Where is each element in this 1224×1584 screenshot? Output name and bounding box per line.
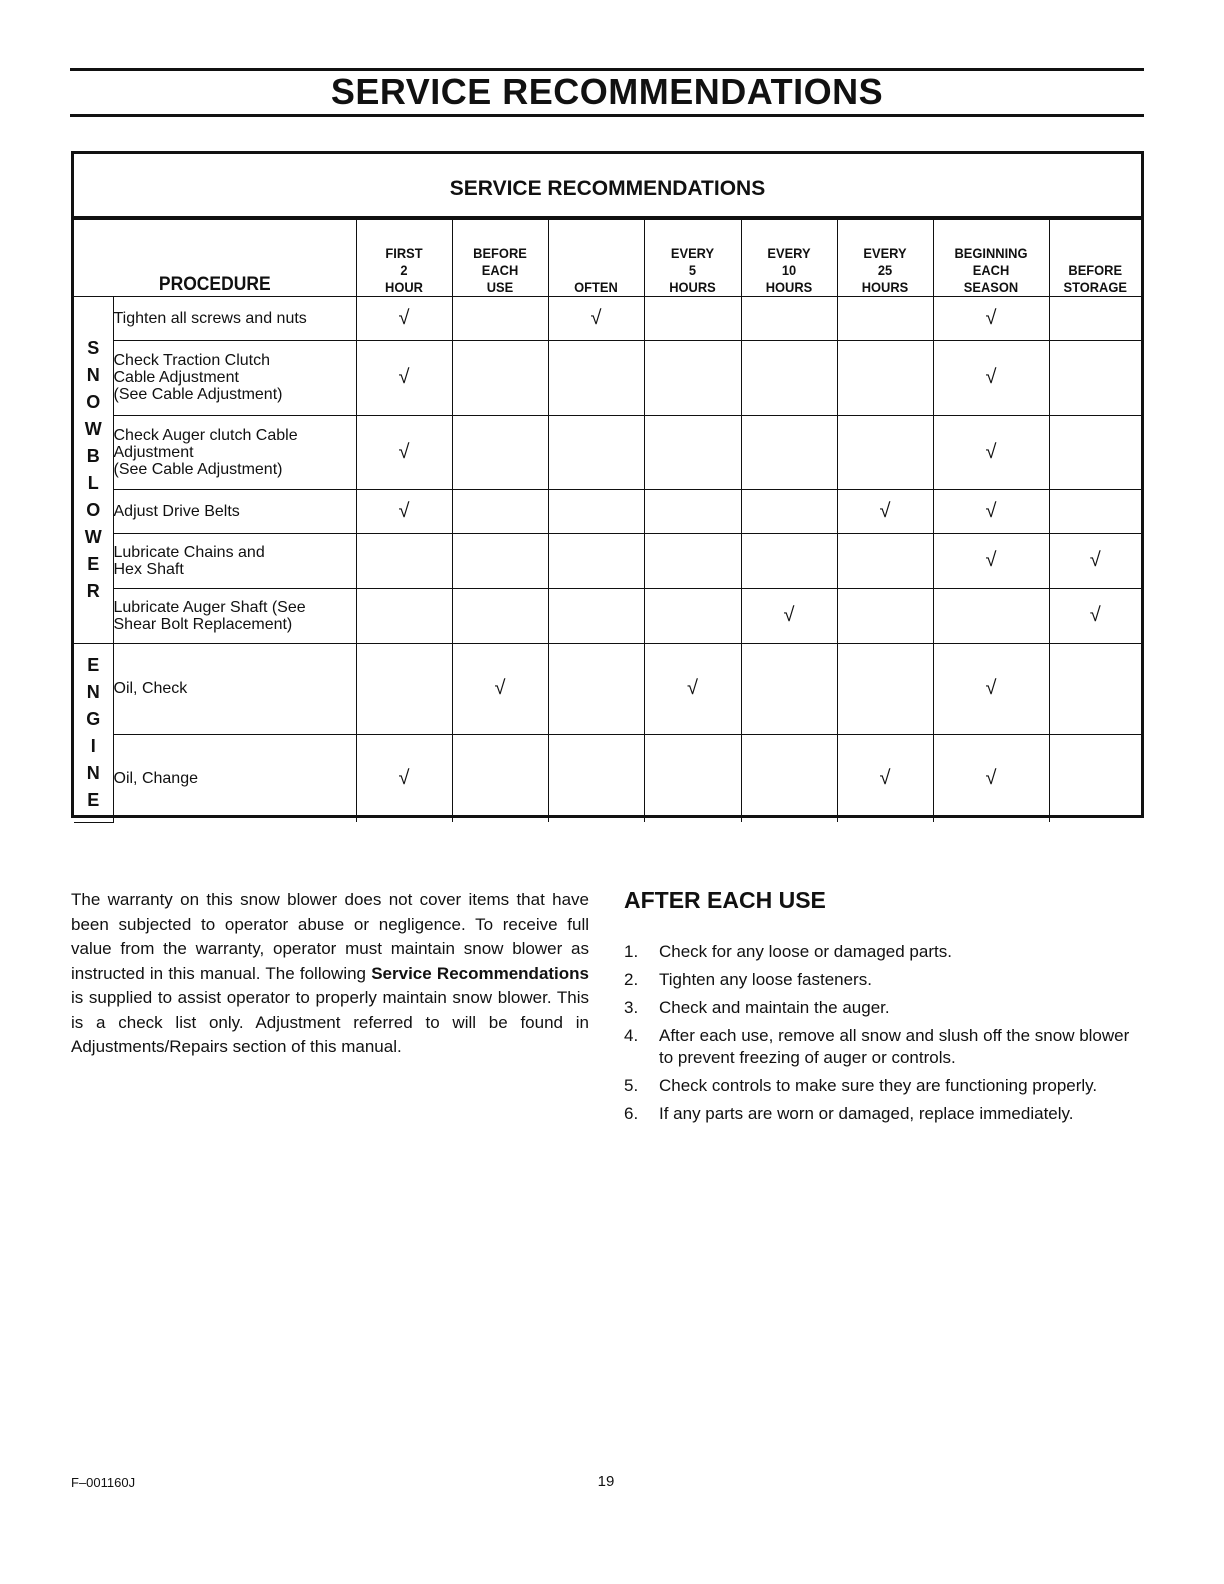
schedule-cell [933,588,1049,643]
procedure-line: Shear Bolt Replacement) [113,615,293,633]
warranty-bold: Service Recommendations [371,963,590,983]
schedule-cell [452,588,548,643]
procedure-cell [113,533,356,588]
schedule-cell [837,489,933,533]
column-header-line: SEASON [963,278,1019,295]
group-letter: I [90,735,96,756]
schedule-cell [933,340,1049,415]
schedule-cell [741,340,837,415]
check-mark-icon: √ [985,549,997,571]
group-letter: N [86,364,100,385]
schedule-cell [1049,533,1141,588]
schedule-cell [933,415,1049,489]
table-row [74,533,1141,588]
column-header-line: BEGINNING [954,244,1028,261]
list-number: 2. [624,970,639,989]
column-header [648,220,737,296]
schedule-cell [837,296,933,340]
column-header-line: FIRST [385,244,423,261]
column-header [841,220,929,296]
column-header-line: USE [486,278,514,295]
title-rule [70,114,1144,117]
column-header-line: 5 [688,261,697,278]
schedule-cell [837,734,933,822]
procedure-header: PROCEDURE [85,220,344,296]
procedure-cell [113,643,356,734]
check-mark-icon: √ [398,306,410,329]
warranty-text-b: is supplied to assist operator to properly maintain snow blower. This is a check list only. Adjustment referred to will be found in Adjustments/Repairs section of this manual. [71,988,589,1056]
check-mark-icon: √ [1089,604,1101,626]
check-mark-icon: √ [590,306,602,329]
schedule-cell [741,588,837,643]
procedure-cell [113,734,356,822]
schedule-cell [1049,734,1141,822]
group-letter: E [87,789,100,810]
schedule-cell [933,734,1049,822]
list-text: Tighten any loose fasteners. [659,970,872,989]
table-row [74,296,1141,340]
schedule-cell [644,533,741,588]
group-letter: L [87,472,99,493]
schedule-cell [548,340,644,415]
table-row [74,489,1141,533]
schedule-cell [644,296,741,340]
procedure-cell [113,296,356,340]
procedure-line: Adjust Drive Belts [113,502,240,520]
group-letter: R [86,580,100,601]
schedule-cell [1049,415,1141,489]
check-mark-icon: √ [985,440,997,463]
group-letter: O [86,391,101,412]
schedule-cell [452,415,548,489]
procedure-line: (See Cable Adjustment) [113,460,283,478]
table-row [74,415,1141,489]
list-text: Check and maintain the auger. [659,998,890,1017]
schedule-cell [548,296,644,340]
procedure-line: Oil, Check [113,680,188,697]
check-mark-icon: √ [494,677,506,699]
check-mark-icon: √ [398,440,410,463]
schedule-cell [837,533,933,588]
schedule-cell [356,533,452,588]
column-header-line: HOURS [669,278,716,295]
schedule-cell [548,734,644,822]
schedule-cell [548,588,644,643]
schedule-cell [837,415,933,489]
column-header [745,220,833,296]
group-label-snowblower [74,296,113,643]
schedule-cell [548,489,644,533]
column-header-line: BEFORE [473,244,527,261]
procedure-line: (See Cable Adjustment) [113,386,283,403]
column-header-line: EVERY [670,244,715,261]
schedule-cell [356,296,452,340]
check-mark-icon: √ [1089,549,1101,571]
schedule-cell [933,643,1049,734]
column-header [456,220,544,296]
column-header-line: 2 [400,261,408,278]
column-header-line: HOUR [385,278,423,295]
schedule-cell [644,588,741,643]
column-header-line [1053,245,1137,262]
schedule-cell [741,643,837,734]
schedule-cell [1049,489,1141,533]
list-item [624,997,1144,1019]
column-header-line [552,245,639,262]
procedure-line: Lubricate Auger Shaft (See [113,598,306,616]
schedule-cell [452,489,548,533]
procedure-line: Lubricate Chains and [113,543,265,561]
procedure-cell [113,489,356,533]
list-number: 1. [624,942,639,961]
list-text: If any parts are worn or damaged, replace immediately. [659,1104,1074,1123]
schedule-grid [74,220,1141,823]
group-letter: N [86,762,100,783]
schedule-cell [933,489,1049,533]
column-header-line: EACH [481,261,519,278]
table-row [74,643,1141,734]
procedure-line: Oil, Change [113,769,198,787]
schedule-cell [1049,588,1141,643]
schedule-cell [741,415,837,489]
schedule-cell [644,643,741,734]
schedule-cell [741,489,837,533]
schedule-cell [452,533,548,588]
page-number: 19 [597,1473,615,1490]
schedule-cell [933,533,1049,588]
check-mark-icon: √ [879,766,891,789]
schedule-cell [452,643,548,734]
column-header-line: HOURS [765,278,813,295]
check-mark-icon: √ [985,366,997,388]
list-item [624,969,1144,991]
group-label-engine [74,643,113,822]
table-caption: SERVICE RECOMMENDATIONS [449,177,766,200]
procedure-line: Hex Shaft [113,560,184,578]
schedule-cell [452,296,548,340]
column-header [552,220,640,296]
group-letter: B [86,445,100,466]
schedule-cell [741,296,837,340]
list-text: Check controls to make sure they are functioning properly. [659,1076,1098,1095]
column-header-line: OFTEN [574,278,618,295]
schedule-cell [837,643,933,734]
group-letter: G [86,708,101,729]
group-letter: E [87,654,100,675]
list-item [624,1103,1144,1125]
table-row [74,340,1141,415]
schedule-cell [356,734,452,822]
after-each-use-list [624,941,1144,1131]
list-text: Check for any loose or damaged parts. [659,942,952,961]
list-item [624,1025,1144,1069]
schedule-cell [1049,340,1141,415]
check-mark-icon: √ [985,677,997,699]
schedule-cell [644,340,741,415]
procedure-line: Tighten all screws and nuts [113,309,307,327]
column-header [938,220,1045,296]
column-header-line: STORAGE [1063,278,1127,295]
list-text: After each use, remove all snow and slush off the snow blower to prevent freezing of auger or controls. [659,1026,1130,1067]
procedure-line: Adjustment [113,443,194,461]
column-header-line: BEFORE [1068,261,1123,278]
procedure-line: Check Auger clutch Cable [113,426,298,444]
schedule-cell [837,340,933,415]
check-mark-icon: √ [985,306,997,329]
schedule-cell [644,489,741,533]
list-number: 5. [624,1076,639,1095]
after-each-use-heading: AFTER EACH USE [624,887,826,913]
list-item [624,941,1144,963]
check-mark-icon: √ [398,766,410,789]
schedule-cell [837,588,933,643]
group-letter: O [86,499,101,520]
group-letter: S [87,337,100,358]
group-letter: W [84,418,102,439]
schedule-cell [933,296,1049,340]
list-number: 4. [624,1026,639,1045]
schedule-cell [741,734,837,822]
column-header [360,220,448,296]
group-letter: E [87,553,100,574]
schedule-cell [548,533,644,588]
check-mark-icon: √ [985,499,997,522]
procedure-line: Check Traction Clutch [113,352,271,369]
check-mark-icon: √ [687,677,698,699]
schedule-cell [644,734,741,822]
column-header-line: EACH [972,261,1010,278]
schedule-cell [452,734,548,822]
list-number: 6. [624,1104,639,1123]
footer-code: F–001160J [71,1475,136,1490]
table-row [74,588,1141,643]
list-number: 3. [624,998,639,1017]
list-item [624,1075,1144,1097]
schedule-cell [1049,296,1141,340]
procedure-cell [113,415,356,489]
column-header [1053,220,1138,296]
column-header-line: 25 [877,261,893,278]
column-header-line: HOURS [861,278,909,295]
schedule-cell [356,415,452,489]
group-letter: W [84,526,102,547]
check-mark-icon: √ [398,366,410,388]
procedure-cell [113,340,356,415]
column-header-line [552,262,639,279]
schedule-cell [644,415,741,489]
group-letter: N [86,681,100,702]
column-header-line: EVERY [767,244,811,261]
table-row [74,734,1141,822]
schedule-cell [356,489,452,533]
schedule-cell [356,643,452,734]
check-mark-icon: √ [783,604,795,626]
warranty-paragraph [71,888,589,1060]
page-title: SERVICE RECOMMENDATIONS [330,71,884,112]
service-table [71,151,1144,818]
schedule-cell [356,588,452,643]
column-header-line: 10 [781,261,797,278]
warranty-text-a: The warranty on this snow blower does not cover items that have been subjected to operator abuse or negligence. To receive full value from the warranty, operator must maintain snow blower as instructed in this manual. The following [71,890,589,983]
column-header-line: EVERY [863,244,907,261]
schedule-cell [452,340,548,415]
schedule-cell [1049,643,1141,734]
procedure-cell [113,588,356,643]
schedule-cell [741,533,837,588]
schedule-cell [548,415,644,489]
schedule-cell [356,340,452,415]
check-mark-icon: √ [398,499,410,522]
procedure-line: Cable Adjustment [113,369,239,386]
check-mark-icon: √ [985,766,997,789]
check-mark-icon: √ [879,499,891,522]
schedule-cell [548,643,644,734]
